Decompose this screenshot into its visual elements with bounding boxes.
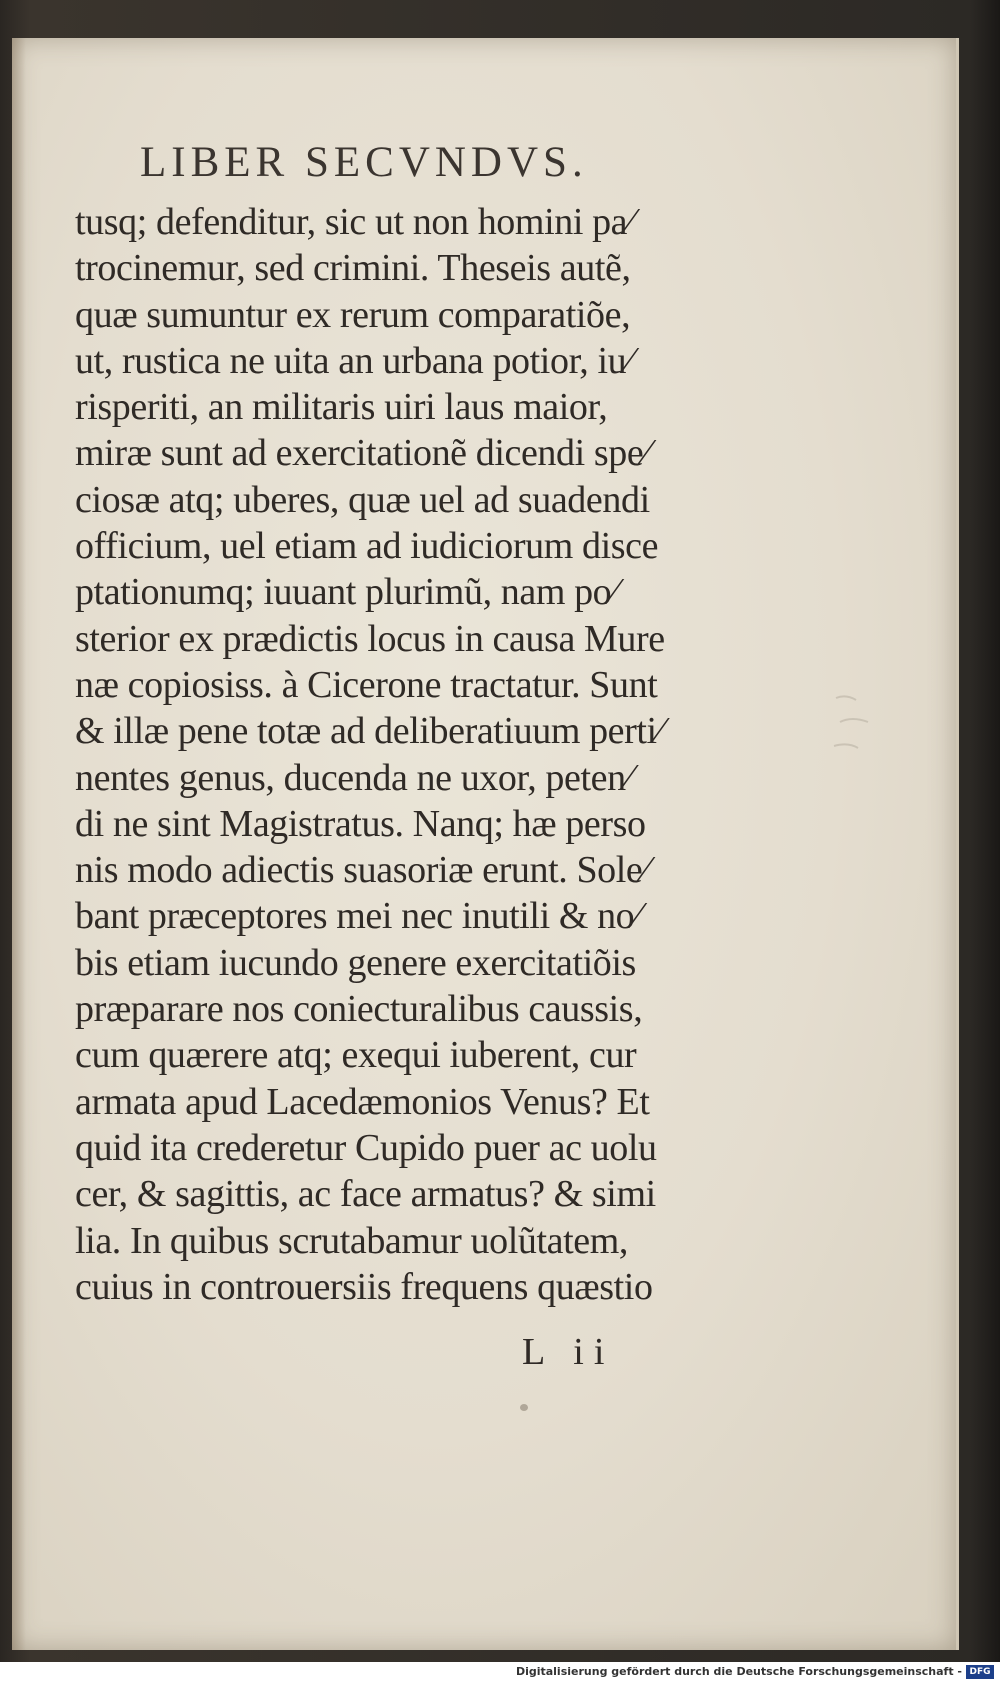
paper-stain — [520, 1404, 528, 1411]
text-line: miræ sunt ad exercitationẽ dicendi spe⁄ — [75, 432, 650, 475]
text-line: næ copiosiss. à Cicerone tractatur. Sunt — [75, 663, 658, 706]
text-line: tusq; defenditur, sic ut non homini pa⁄ — [75, 201, 634, 243]
text-line: quæ sumuntur ex rerum comparatiõe, — [75, 293, 631, 336]
show-through-marks — [828, 688, 888, 768]
text-line: risperiti, an militaris uiri laus maior, — [75, 386, 608, 429]
text-line: ptationumq; iuuant plurimũ, nam po⁄ — [75, 571, 618, 614]
show-through-icon — [828, 688, 888, 768]
text-line: trocinemur, sed crimini. Theseis autẽ, — [75, 247, 631, 290]
text-line: nis modo adiectis suasoriæ erunt. Sole⁄ — [75, 849, 649, 892]
text-line: ut, rustica ne uita an urbana potior, iu⁄ — [75, 339, 633, 382]
body-text — [75, 199, 705, 1310]
text-line: armata apud Lacedæmonios Venus? Et — [75, 1080, 650, 1123]
text-line: quid ita crederetur Cupido puer ac uolu — [75, 1126, 657, 1169]
text-line: ciosæ atq; uberes, quæ uel ad suadendi — [75, 478, 650, 521]
text-line: bis etiam iucundo genere exercitatiõis — [75, 941, 636, 984]
digitization-footer — [0, 1662, 1000, 1684]
running-head: LIBER SECVNDVS. — [140, 139, 588, 186]
text-line: di ne sint Magistratus. Nanq; hæ perso — [75, 802, 646, 845]
text-line: lia. In quibus scrutabamur uolũtatem, — [75, 1219, 628, 1262]
text-line: nentes genus, ducenda ne uxor, peten⁄ — [75, 756, 632, 799]
funding-credit: Digitalisierung gefördert durch die Deutsche Forschungsgemeinschaft - — [515, 1665, 962, 1678]
text-line: cum quærere atq; exequi iuberent, cur — [75, 1034, 637, 1077]
signature-mark: L ii — [522, 1331, 615, 1373]
text-line: & illæ pene totæ ad deliberatiuum perti⁄ — [75, 710, 663, 753]
text-line: officium, uel etiam ad iudiciorum disce — [75, 525, 659, 568]
text-line: cer, & sagittis, ac face armatus? & simi — [75, 1173, 656, 1216]
book-page — [12, 38, 959, 1650]
text-line: sterior ex prædictis locus in causa Mure — [75, 617, 665, 660]
text-line: bant præceptores mei nec inutili & no⁄ — [75, 895, 641, 938]
dfg-logo: DFG — [966, 1665, 994, 1679]
text-line: præparare nos coniecturalibus caussis, — [75, 988, 643, 1031]
text-line: cuius in controuersiis frequens quæstio — [75, 1265, 653, 1308]
